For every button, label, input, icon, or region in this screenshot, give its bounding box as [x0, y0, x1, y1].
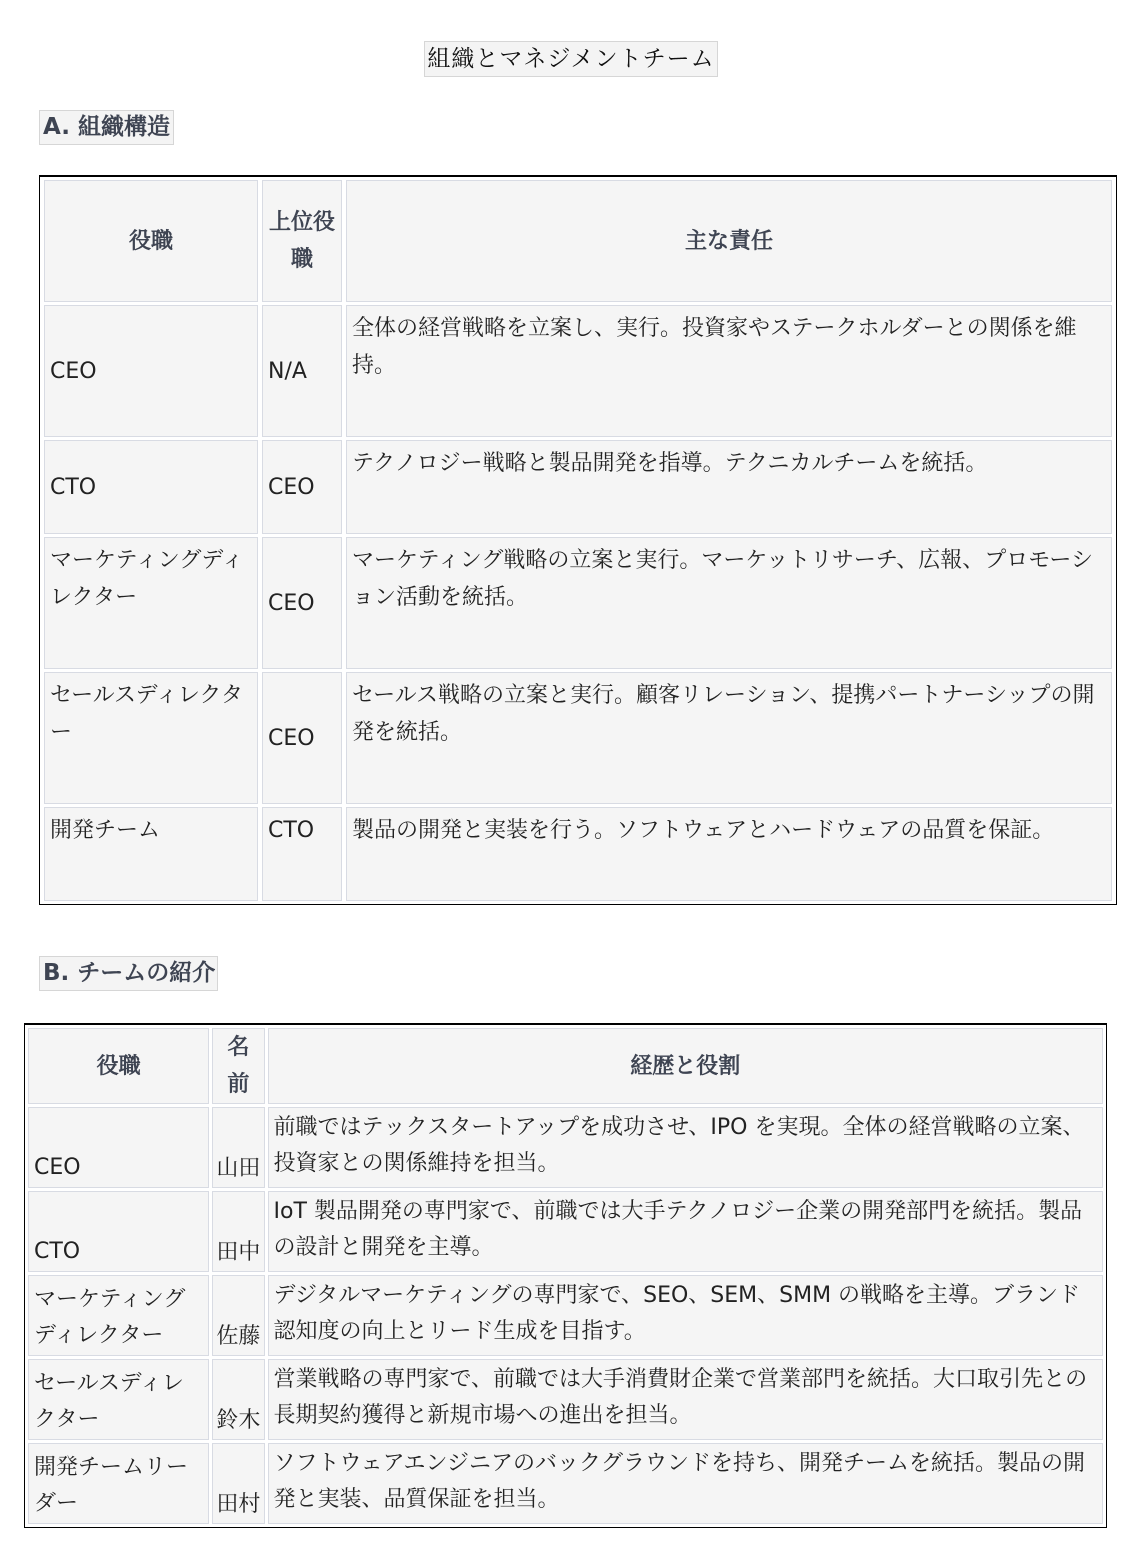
table-header-row: [44, 180, 1112, 302]
table-row: [44, 440, 1112, 534]
reports-to-cell: N/A: [262, 305, 342, 437]
reports-to-cell: CTO: [262, 807, 342, 901]
role-cell: 開発チームリーダー: [28, 1443, 209, 1524]
table-row: [28, 1443, 1103, 1524]
career-cell: ソフトウェアエンジニアのバックグラウンドを持ち、開発チームを統括。製品の開発と実装、品質保証を担当。: [268, 1443, 1104, 1524]
role-cell: CEO: [28, 1107, 209, 1188]
career-cell: デジタルマーケティングの専門家で、SEO、SEM、SMM の戦略を主導。ブランド認知度の向上とリード生成を目指す。: [268, 1275, 1104, 1356]
name-cell: 田中: [212, 1191, 264, 1272]
responsibility-cell: 製品の開発と実装を行う。ソフトウェアとハードウェアの品質を保証。: [346, 807, 1112, 901]
table-row: [28, 1275, 1103, 1356]
reports-to-cell: CEO: [262, 440, 342, 534]
table-row: [28, 1191, 1103, 1272]
column-header-role: 役職: [44, 180, 258, 302]
name-cell: 山田: [212, 1107, 264, 1188]
role-cell: CTO: [28, 1191, 209, 1272]
reports-to-cell: CEO: [262, 537, 342, 669]
reports-to-cell: CEO: [262, 672, 342, 804]
table-row: [44, 537, 1112, 669]
table-row: [28, 1107, 1103, 1188]
table-row: [28, 1359, 1103, 1440]
section-heading-org-structure: A. 組織構造: [39, 110, 174, 145]
table-row: [44, 305, 1112, 437]
column-header-responsibility: 主な責任: [346, 180, 1112, 302]
column-header-name: 名前: [212, 1028, 264, 1104]
column-header-reports-to: 上位役職: [262, 180, 342, 302]
role-cell: CEO: [44, 305, 258, 437]
role-cell: 開発チーム: [44, 807, 258, 901]
career-cell: 営業戦略の専門家で、前職では大手消費財企業で営業部門を統括。大口取引先との長期契約獲得と新規市場への進出を担当。: [268, 1359, 1104, 1440]
column-header-role: 役職: [28, 1028, 209, 1104]
name-cell: 田村: [212, 1443, 264, 1524]
org-structure-table: [39, 175, 1117, 905]
career-cell: IoT 製品開発の専門家で、前職では大手テクノロジー企業の開発部門を統括。製品の設計と開発を主導。: [268, 1191, 1104, 1272]
role-cell: セールスディレクター: [44, 672, 258, 804]
responsibility-cell: マーケティング戦略の立案と実行。マーケットリサーチ、広報、プロモーション活動を統括。: [346, 537, 1112, 669]
table-header-row: [28, 1028, 1103, 1104]
column-header-career: 経歴と役割: [268, 1028, 1104, 1104]
role-cell: CTO: [44, 440, 258, 534]
role-cell: マーケティングディレクター: [28, 1275, 209, 1356]
name-cell: 佐藤: [212, 1275, 264, 1356]
section-heading-team-intro: B. チームの紹介: [39, 956, 218, 991]
role-cell: セールスディレクター: [28, 1359, 209, 1440]
responsibility-cell: テクノロジー戦略と製品開発を指導。テクニカルチームを統括。: [346, 440, 1112, 534]
name-cell: 鈴木: [212, 1359, 264, 1440]
responsibility-cell: セールス戦略の立案と実行。顧客リレーション、提携パートナーシップの開発を統括。: [346, 672, 1112, 804]
document-title: 組織とマネジメントチーム: [424, 41, 718, 77]
table-row: [44, 807, 1112, 901]
table-row: [44, 672, 1112, 804]
career-cell: 前職ではテックスタートアップを成功させ、IPO を実現。全体の経営戦略の立案、投資家との関係維持を担当。: [268, 1107, 1104, 1188]
role-cell: マーケティングディレクター: [44, 537, 258, 669]
team-intro-table: [24, 1023, 1107, 1528]
responsibility-cell: 全体の経営戦略を立案し、実行。投資家やステークホルダーとの関係を維持。: [346, 305, 1112, 437]
